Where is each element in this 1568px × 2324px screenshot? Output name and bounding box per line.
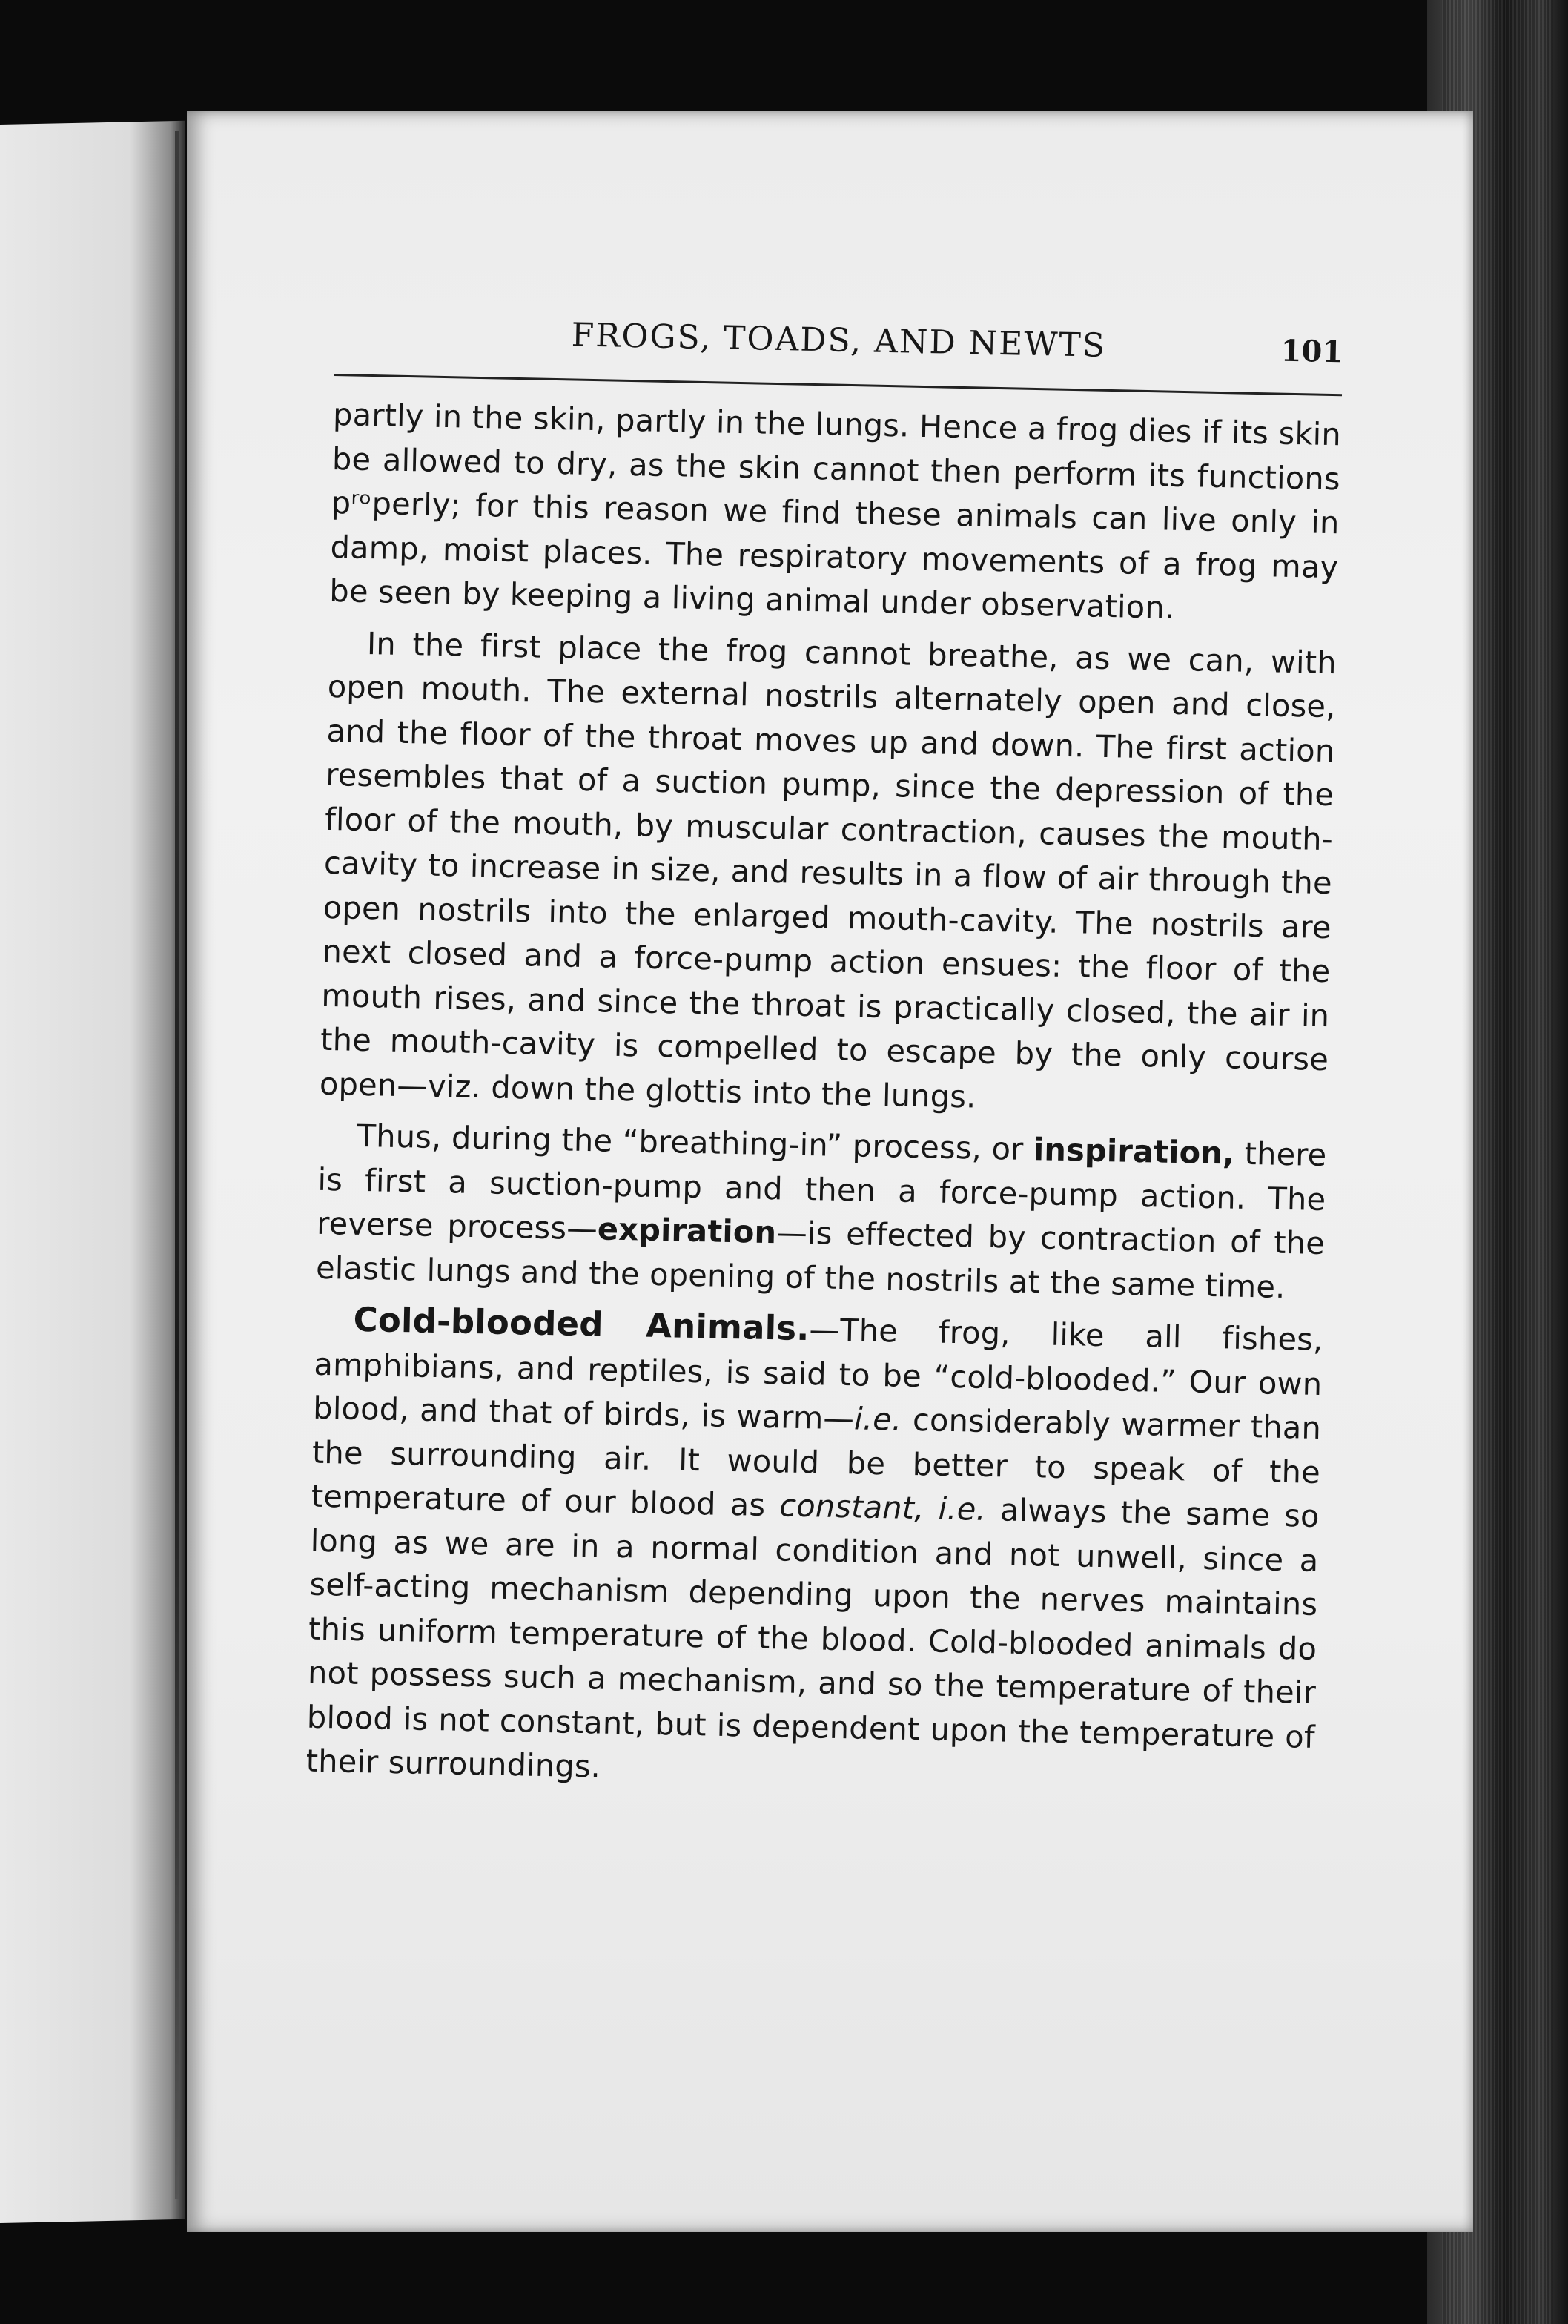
running-head: [334, 311, 1343, 385]
book-page: [187, 111, 1473, 2232]
page-content: [305, 311, 1343, 1803]
italic-ie: i.e.: [853, 1400, 902, 1438]
text-span: Thus, during the “breathing-in” process, or: [357, 1117, 1034, 1168]
text-span: always the same so long as we are in a normal condition and not unwell, since a self-acting mechanism depending upon the nerves maintains this uniform temperature of the blood. Cold-blooded animals do not possess such a mechanism, and so the temperature of their blood is not constant, but is dependent upon the temperature of their surroundings.: [305, 1491, 1320, 1785]
term-inspiration: inspiration,: [1033, 1131, 1235, 1172]
facing-page-edge: [0, 121, 185, 2223]
text-span: —is effected by contraction of the elastic lungs and the opening of the nostrils at the same time.: [315, 1214, 1326, 1305]
book-gutter: [175, 131, 179, 2199]
paragraph-cold-blooded: [305, 1297, 1323, 1803]
paragraph-respiration-skin: partly in the skin, partly in the lungs. Hence a frog dies if its skin be allowed to dry, as the skin cannot then perform its functions pʳᵒperly; for this reason we find these animals can live only in damp, moist places. The respiratory movements of a frog may be seen by keeping a living animal under observation.: [328, 395, 1342, 626]
paragraph-breathing-mechanism: In the first place the frog cannot breathe, as we can, with open mouth. The external nostrils alternately open and close, and the floor of the throat moves up and down. The first action resembles that of a suction pump, since the depression of the floor of the mouth, by muscular contraction, causes the mouth-cavity to increase in size, and results in a flow of air through the open nostrils into the enlarged mouth-cavity. The nostrils are next closed and a force-pump action ensues: the floor of thе mouth rises, and since the throat is practically closed, the air in the mouth-cavity is compelled to escape by the only course open—viz. down the glottis into the lungs.: [319, 624, 1337, 1115]
term-expiration: expiration: [597, 1210, 777, 1251]
paragraph-inspiration-expiration: [316, 1113, 1328, 1310]
page-number: 101: [1280, 333, 1343, 370]
text-span: considerably warmer than the surrounding air. It would be better to speak of the temperature of our blood as: [311, 1401, 1322, 1524]
text-span: there is first a suction-pump and then a force-pump action. The reverse process—: [316, 1135, 1327, 1247]
body-text: [305, 392, 1341, 1803]
italic-constant: constant, i.e.: [778, 1487, 987, 1528]
text-span: —The frog, like all fishes, amphibians, and reptiles, is said to be “cold-blooded.” Our own blood, and that of birds, is warm—: [312, 1311, 1323, 1437]
running-title: FROGS, TOADS, AND NEWTS: [571, 316, 1107, 365]
section-heading-cold-blooded: Cold-blooded Animals.: [353, 1299, 810, 1349]
